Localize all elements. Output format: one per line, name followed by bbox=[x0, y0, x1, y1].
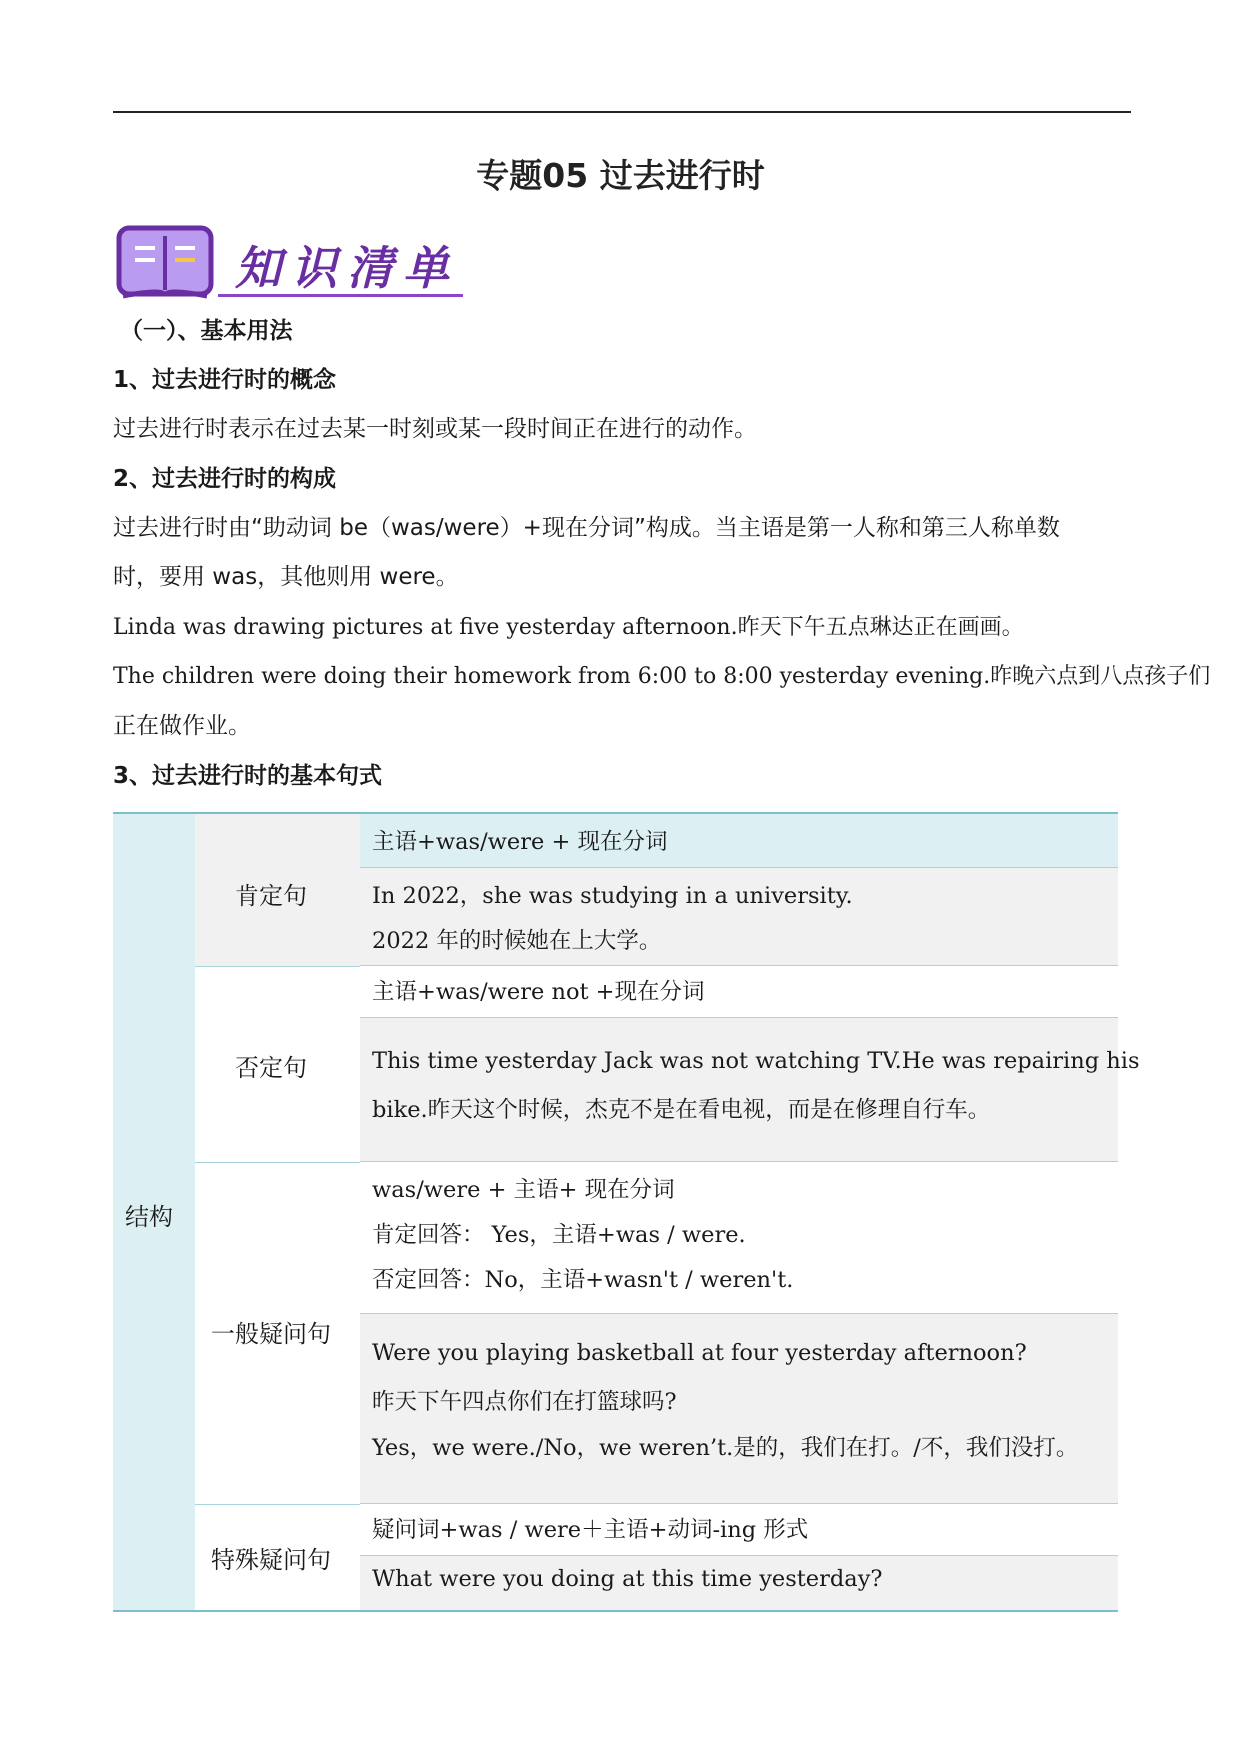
wh-label: 特殊疑问句 bbox=[211, 1546, 331, 1574]
yes-no-answer-yes: 肯定回答： Yes，主语+was / were. bbox=[372, 1222, 746, 1248]
wh-formula-row bbox=[360, 1504, 1118, 1556]
yes-no-example-1: Were you playing basketball at four yesterday afternoon? bbox=[372, 1340, 1027, 1366]
yes-no-example-2: 昨天下午四点你们在打篮球吗? bbox=[372, 1389, 677, 1415]
wh-example: What were you doing at this time yesterday? bbox=[372, 1566, 883, 1592]
example-sentence-1: Linda was drawing pictures at five yesterday afternoon.昨天下午五点琳达正在画画。 bbox=[113, 615, 1024, 640]
yes-no-example-row bbox=[360, 1314, 1118, 1504]
affirmative-formula: 主语+was/were + 现在分词 bbox=[372, 829, 668, 855]
wh-formula: 疑问词+was / were＋主语+动词-ing 形式 bbox=[372, 1517, 809, 1543]
affirmative-example-row bbox=[360, 868, 1118, 966]
negative-example-row bbox=[360, 1018, 1140, 1162]
yes-no-answer-no: 否定回答：No，主语+wasn't / weren't. bbox=[372, 1267, 794, 1293]
yes-no-label: 一般疑问句 bbox=[211, 1320, 331, 1348]
section-heading-3: 3、过去进行时的基本句式 bbox=[113, 763, 383, 789]
paragraph-formation-1: 过去进行时由“助动词 be（was/were）+现在分词”构成。当主语是第一人称和第三人称单数 bbox=[113, 515, 1060, 541]
affirmative-label-cell bbox=[195, 812, 360, 966]
yes-no-label-cell bbox=[195, 1162, 360, 1504]
banner-underline bbox=[218, 294, 463, 297]
negative-label-cell bbox=[195, 966, 360, 1162]
affirmative-example-en: In 2022，she was studying in a university. bbox=[372, 883, 853, 909]
negative-example-2: bike.昨天这个时候，杰克不是在看电视，而是在修理自行车。 bbox=[372, 1097, 991, 1123]
affirmative-label: 肯定句 bbox=[235, 882, 307, 910]
negative-example-1: This time yesterday Jack was not watching TV.He was repairing his bbox=[372, 1048, 1140, 1074]
negative-formula: 主语+was/were not +现在分词 bbox=[372, 979, 705, 1005]
example-sentence-2a: The children were doing their homework from 6:00 to 8:00 yesterday evening.昨晚六点到八点孩子们 bbox=[113, 664, 1211, 689]
example-sentence-2b: 正在做作业。 bbox=[113, 713, 251, 739]
negative-formula-row bbox=[360, 966, 1118, 1018]
structure-label: 结构 bbox=[125, 1203, 173, 1231]
wh-label-cell bbox=[195, 1504, 360, 1612]
yes-no-formula: was/were + 主语+ 现在分词 bbox=[372, 1177, 675, 1203]
structure-column bbox=[113, 812, 195, 1612]
section-heading-1: 1、过去进行时的概念 bbox=[113, 367, 337, 393]
page-title: 专题05 过去进行时 bbox=[476, 156, 765, 195]
wh-example-row bbox=[360, 1556, 1118, 1612]
banner-label: 知识清单 bbox=[235, 241, 459, 295]
part-heading: （一）、基本用法 bbox=[120, 318, 293, 344]
section-heading-2: 2、过去进行时的构成 bbox=[113, 466, 337, 492]
paragraph-concept: 过去进行时表示在过去某一时刻或某一段时间正在进行的动作。 bbox=[113, 416, 757, 442]
affirmative-example-zh: 2022 年的时候她在上大学。 bbox=[372, 928, 662, 954]
affirmative-formula-row bbox=[360, 812, 1118, 868]
header-rule bbox=[113, 111, 1131, 113]
paragraph-formation-2: 时，要用 was，其他则用 were。 bbox=[113, 564, 459, 590]
sentence-pattern-table bbox=[113, 812, 1140, 1612]
yes-no-example-3: Yes，we were./No，we weren’t.是的，我们在打。/不，我们没打。 bbox=[372, 1435, 1079, 1461]
yes-no-formula-row bbox=[360, 1162, 1118, 1314]
negative-label: 否定句 bbox=[235, 1054, 307, 1082]
